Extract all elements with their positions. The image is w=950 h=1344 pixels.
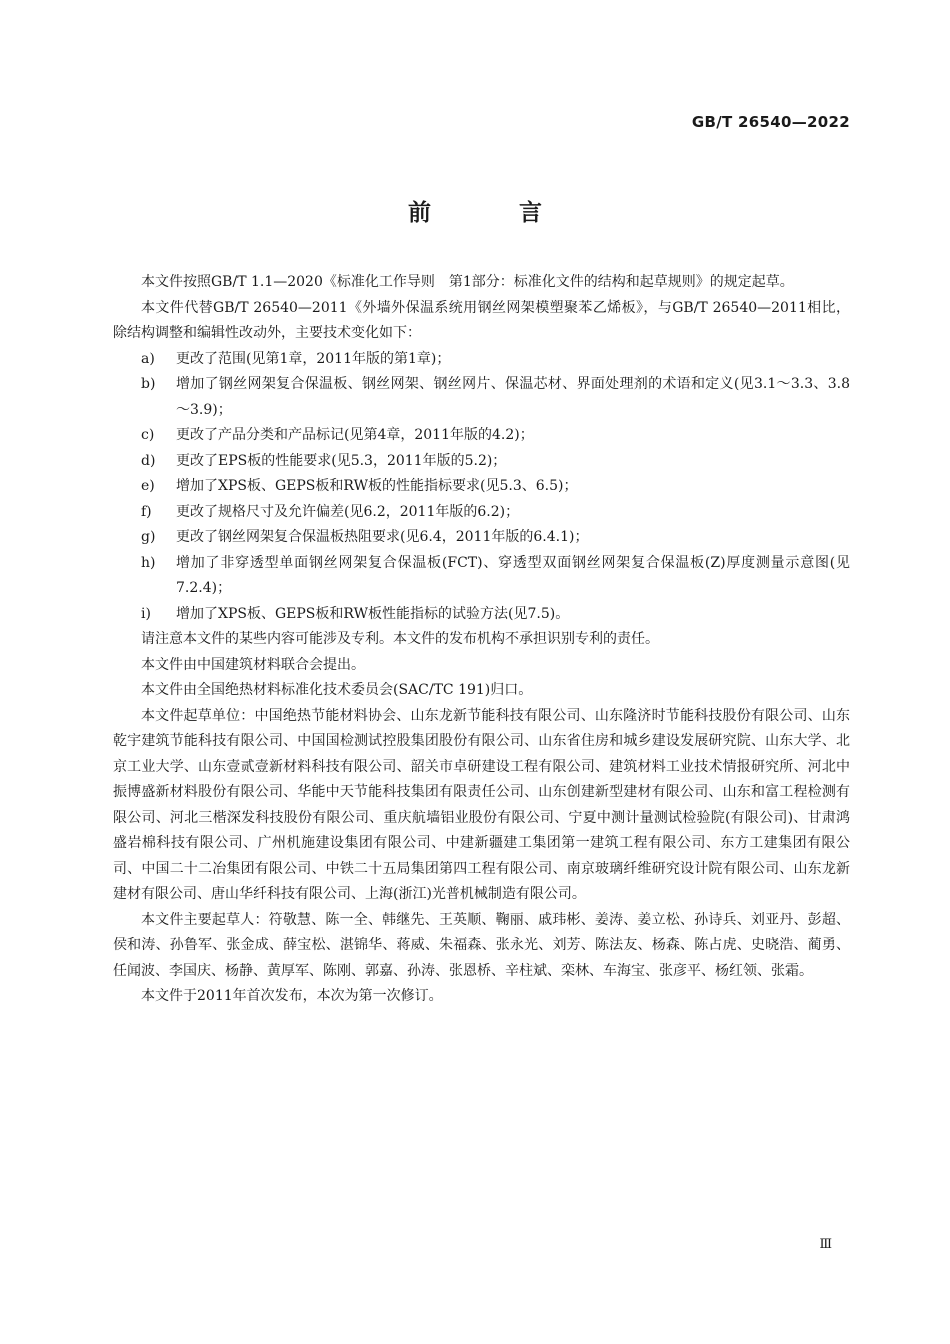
list-text: 更改了EPS板的性能要求(见5.3，2011年版的5.2)； — [176, 452, 507, 469]
paragraph-replaces: 本文件代替GB/T 26540—2011《外墙外保温系统用钢丝网架模塑聚苯乙烯板》，与GB/T 26540—2011相比，除结构调整和编辑性改动外，主要技术变化如下： — [113, 299, 850, 341]
paragraph-drafting-rules: 本文件按照GB/T 1.1—2020《标准化工作导则 第1部分：标准化文件的结构和起草规则》的规定起草。 — [141, 274, 794, 290]
list-marker: d) — [141, 452, 156, 469]
document-body — [113, 270, 850, 1010]
list-marker: g) — [141, 529, 156, 545]
list-marker: h) — [141, 554, 156, 571]
list-text: 增加了钢丝网架复合保温板、钢丝网架、钢丝网片、保温芯材、界面处理剂的术语和定义(见3.1～3.3、3.8～3.9)； — [176, 376, 850, 418]
list-marker: a) — [141, 350, 155, 367]
page-title: 前 言 — [407, 200, 582, 226]
list-text: 更改了规格尺寸及允许偏差(见6.2，2011年版的6.2)； — [176, 503, 520, 520]
list-marker: i) — [141, 605, 151, 622]
list-text: 增加了非穿透型单面钢丝网架复合保温板(FCT)、穿透型双面钢丝网架复合保温板(Z)厚度测量示意图(见7.2.4)； — [176, 554, 850, 596]
list-item — [113, 551, 850, 602]
list-marker: e) — [141, 478, 155, 494]
list-item — [113, 347, 850, 373]
list-item — [113, 449, 850, 475]
standard-code: GB/T 26540—2022 — [691, 113, 850, 131]
list-item — [113, 525, 850, 551]
paragraph-drafting-units: 本文件起草单位：中国绝热节能材料协会、山东龙新节能科技有限公司、山东隆济时节能科技股份有限公司、山东乾宇建筑节能科技有限公司、中国国检测试控股集团股份有限公司、山东省住房和城乡建设发展研究院、山东大学、北京工业大学、山东壹贰壹新材料科技有限公司、韶关市卓研建设工程有限公司、建筑材料工业技术情报研究所、河北中振博盛新材料股份有限公司、华能中天节能科技集团有限责任公司、山东创建新型建材有限公司、山东和富工程检测有限公司、河北三楷深发科技股份有限公司、重庆航墙铝业股份有限公司、宁夏中测计量测试检验院(有限公司)、甘肃鸿盛岩棉科技有限公司、广州机施建设集团有限公司、中建新疆建工集团第一建筑工程有限公司、东方工建集团有限公司、中国二十二冶集团有限公司、中铁二十五局集团第四工程有限公司、南京玻璃纤维研究设计院有限公司、山东龙新建材有限公司、唐山华纤科技有限公司、上海(浙江)光普机械制造有限公司。 — [113, 707, 850, 902]
list-text: 更改了范围(见第1章，2011年版的第1章)； — [176, 350, 451, 367]
list-marker: b) — [141, 376, 156, 392]
paragraph-patent-notice: 请注意本文件的某些内容可能涉及专利。本文件的发布机构不承担识别专利的责任。 — [141, 631, 659, 647]
paragraph-proposer: 本文件由中国建筑材料联合会提出。 — [141, 656, 365, 673]
list-item — [113, 602, 850, 628]
list-text: 更改了钢丝网架复合保温板热阻要求(见6.4，2011年版的6.4.1)； — [176, 529, 589, 545]
paragraph-committee: 本文件由全国绝热材料标准化技术委员会(SAC/TC 191)归口。 — [141, 682, 533, 698]
list-text: 增加了XPS板、GEPS板和RW板的性能指标要求(见5.3、6.5)； — [176, 478, 578, 494]
list-item — [113, 474, 850, 500]
list-marker: f) — [141, 503, 152, 520]
list-item — [113, 372, 850, 423]
list-item — [113, 423, 850, 449]
list-text: 增加了XPS板、GEPS板和RW板性能指标的试验方法(见7.5)。 — [176, 605, 570, 622]
list-item — [113, 500, 850, 526]
paragraph-history: 本文件于2011年首次发布，本次为第一次修订。 — [141, 988, 443, 1004]
paragraph-drafters: 本文件主要起草人：符敬慧、陈一全、韩继先、王英顺、鞠丽、戚玮彬、姜涛、姜立松、孙诗兵、刘亚丹、彭超、侯和涛、孙鲁军、张金成、薛宝松、湛锦华、蒋威、朱福森、张永光、刘芳、陈法友、杨森、陈占虎、史晓浩、蔺勇、任闻波、李国庆、杨静、黄厚军、陈刚、郭嘉、孙涛、张恩桥、辛柱斌、栾林、车海宝、张彦平、杨红领、张霜。 — [113, 911, 850, 979]
page-number: Ⅲ — [819, 1237, 832, 1252]
list-text: 更改了产品分类和产品标记(见第4章，2011年版的4.2)； — [176, 427, 534, 443]
technical-changes-list — [113, 347, 850, 628]
list-marker: c) — [141, 427, 155, 443]
